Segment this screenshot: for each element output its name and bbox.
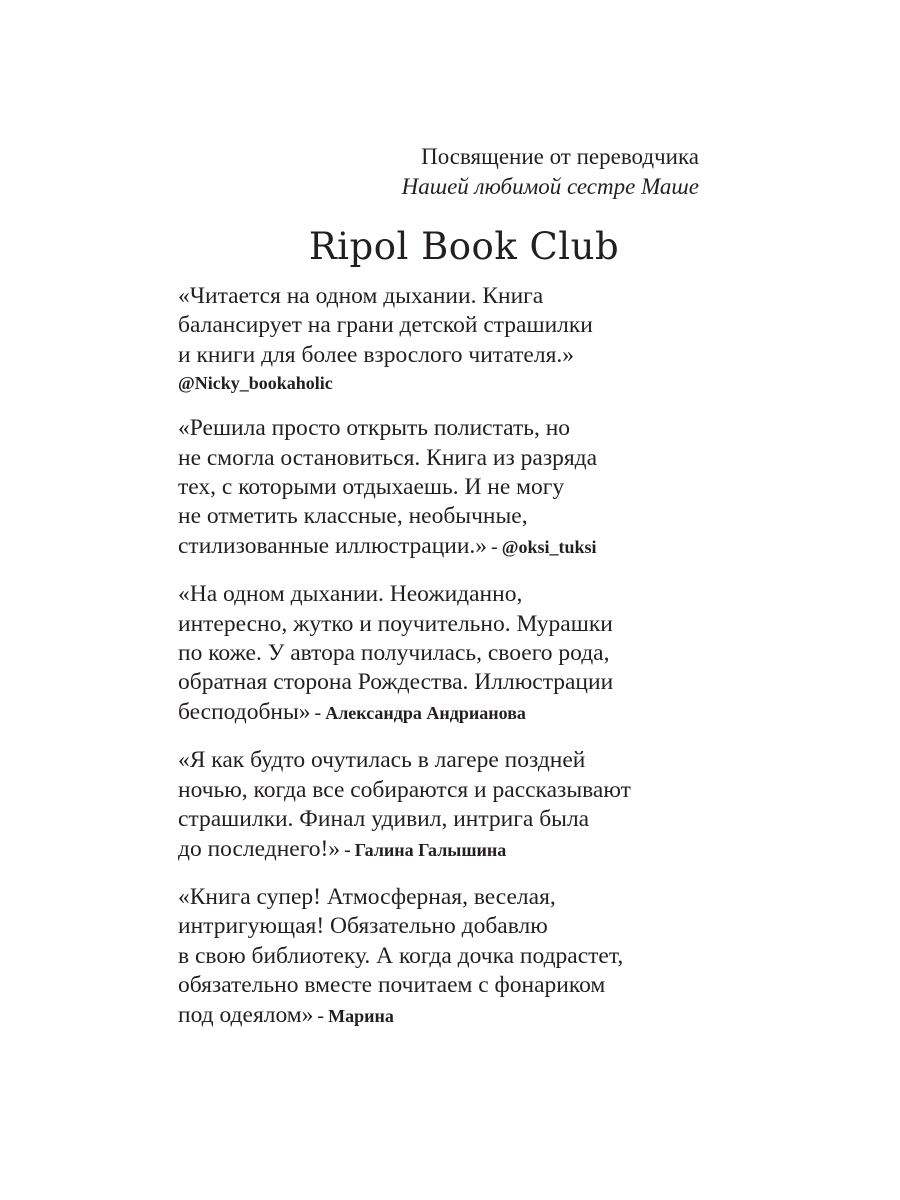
review-line: интересно, жутко и поучительно. Мурашки <box>178 610 613 637</box>
review-line: стилизованные иллюстрации.» <box>178 532 488 559</box>
review-separator: - <box>317 1004 325 1027</box>
review-author: Галина Галышина <box>354 839 507 860</box>
review-line: «Я как будто очутилась в лагере поздней <box>178 747 586 774</box>
dedication-heading: Посвящение от переводчика <box>421 144 699 169</box>
review-last-line <box>178 532 718 562</box>
review <box>178 746 718 865</box>
dedication-text: Нашей любимой сестре Маше <box>401 174 699 199</box>
review-line: тех, с которыми отдыхаешь. И не могу <box>178 474 565 501</box>
review-last-line <box>178 698 718 728</box>
review-separator: - <box>344 838 351 861</box>
review-line: под одеялом» <box>178 1001 314 1028</box>
review-last-line <box>178 835 718 865</box>
review-line: не отметить классные, необычные, <box>178 503 528 530</box>
review-line: ночью, когда все собираются и рассказывают <box>178 776 631 803</box>
review-line: «На одном дыхании. Неожиданно, <box>178 581 523 608</box>
review-line: и книги для более взрослого читателя.» <box>178 341 575 368</box>
review-line: не смогла остановиться. Книга из разряда <box>178 444 598 471</box>
reviews-list <box>178 282 718 1049</box>
translator-dedication <box>402 142 699 202</box>
review-line: обратная сторона Рождества. Иллюстрации <box>178 669 614 696</box>
review-line: «Книга супер! Атмосферная, веселая, <box>178 883 556 910</box>
review-author: @oksi_tuksi <box>501 536 597 557</box>
review-line: до последнего!» <box>178 835 341 862</box>
review-line: в свою библиотеку. А когда дочка подрастет, <box>178 942 624 969</box>
review <box>178 883 718 1031</box>
review-line: обязательно вместе почитаем с фонариком <box>178 972 606 999</box>
review <box>178 580 718 728</box>
review-separator: - <box>314 701 322 724</box>
review-line: балансирует на грани детской страшилки <box>178 312 593 339</box>
review-line: страшилки. Финал удивил, интрига была <box>178 806 590 833</box>
review-author: Александра Андрианова <box>325 702 526 723</box>
review <box>178 282 718 396</box>
review <box>178 414 718 562</box>
review-line: интригующая! Обязательно добавлю <box>178 913 548 940</box>
review-last-line <box>178 1001 718 1031</box>
review-line: по коже. У автора получилась, своего рода, <box>178 640 610 667</box>
review-line: «Решила просто открыть полистать, но <box>178 415 571 442</box>
review-author: Марина <box>328 1005 394 1026</box>
review-line: «Читается на одном дыхании. Книга <box>178 283 544 309</box>
club-title: Ripol Book Club <box>308 225 620 268</box>
review-line: бесподобны» <box>178 698 311 725</box>
review-separator: - <box>491 535 498 558</box>
review-author: @Nicky_bookaholic <box>178 373 333 394</box>
